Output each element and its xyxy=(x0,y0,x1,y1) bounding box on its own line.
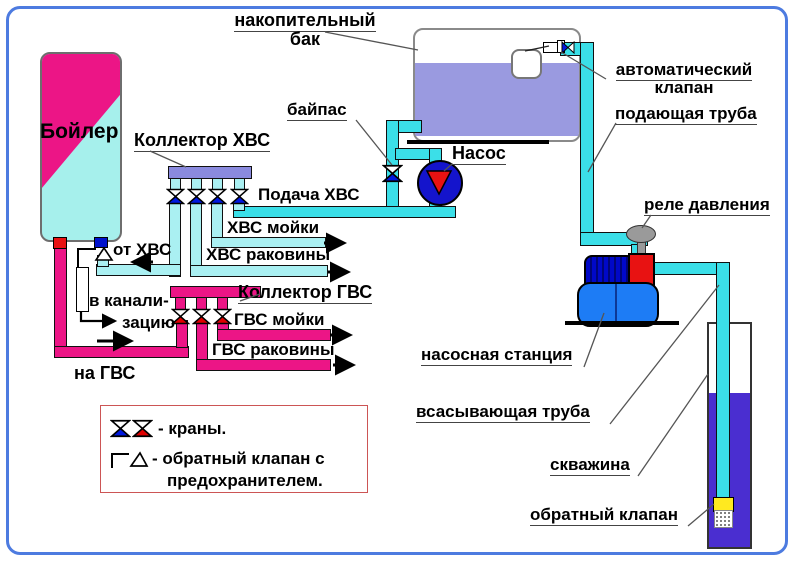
to-sewer-label-line2: зацию xyxy=(122,313,176,332)
hot-valve-2 xyxy=(192,308,211,325)
supply-pipe-label: подающая труба xyxy=(615,104,757,123)
pressure-relay-device xyxy=(626,225,656,243)
cold-collector-label: Коллектор ХВС xyxy=(134,130,271,150)
well-filter xyxy=(714,510,733,528)
legend-tap-red-icon xyxy=(132,419,153,438)
bypass-label: байпас xyxy=(287,100,347,119)
pipe-suction-vertical xyxy=(716,262,730,499)
cold-supply-label: Подача ХВС xyxy=(258,185,360,204)
pipe-boiler-hot-vertical xyxy=(54,247,67,358)
station-ground-line xyxy=(565,321,679,325)
hot-collector-label: Коллектор ГВС xyxy=(238,282,373,302)
legend-check-label-line2: предохранителем. xyxy=(167,471,323,490)
legend-check-label-line1: - обратный клапан с xyxy=(152,449,325,468)
cold-valve-2 xyxy=(187,188,206,205)
cold-sinks-label: ХВС мойки xyxy=(227,218,320,237)
pressure-relay-label: реле давления xyxy=(644,195,770,214)
cold-basins-label: ХВС раковины xyxy=(206,245,331,264)
cold-valve-3 xyxy=(208,188,227,205)
storage-tank-label: накопительный бак xyxy=(234,10,376,49)
cold-valve-1 xyxy=(166,188,185,205)
pipe-to-hot-horizontal xyxy=(54,346,189,358)
check-valve-label: обратный клапан xyxy=(530,505,678,524)
to-sewer-label-line1: в канали- xyxy=(89,291,169,310)
safety-check-valve-icon xyxy=(94,246,114,262)
bypass-valve xyxy=(382,164,403,183)
legend-check-bracket-v xyxy=(111,453,113,468)
station-tank-divider xyxy=(615,284,617,321)
hot-valve-3 xyxy=(213,308,232,325)
auto-valve-label: автоматический клапан xyxy=(615,60,753,97)
pipe-tank-outlet xyxy=(397,120,422,133)
pump-impeller-icon xyxy=(424,167,454,197)
pipe-cold-supply xyxy=(233,206,456,218)
hot-basins-label: ГВС раковины xyxy=(212,340,335,359)
from-cold-label: от ХВС xyxy=(113,240,172,259)
boiler-label: Бойлер xyxy=(40,120,119,143)
legend-taps-label: - краны. xyxy=(158,419,227,438)
safety-valve-bracket-h xyxy=(77,248,96,250)
drain-pipe xyxy=(76,267,89,312)
pump-label: Насос xyxy=(452,143,506,163)
cold-valve-4 xyxy=(230,188,249,205)
pump-station-label: насосная станция xyxy=(421,345,573,364)
auto-valve-body xyxy=(543,42,558,53)
storage-tank-water xyxy=(415,63,579,136)
pipe-cold-basins xyxy=(190,265,328,277)
boiler-tank xyxy=(40,52,122,242)
boiler-hot-zone xyxy=(42,54,120,240)
pipe-cold-sinks-down xyxy=(211,202,223,242)
safety-valve-bracket-v xyxy=(77,248,79,268)
legend-tap-blue-icon xyxy=(110,419,131,438)
pipe-feed-vertical xyxy=(580,42,594,244)
hot-sinks-label: ГВС мойки xyxy=(234,310,325,329)
boiler-hot-stub xyxy=(53,237,67,249)
well-label: скважина xyxy=(550,455,630,474)
auto-valve-icon xyxy=(561,41,575,54)
cold-collector-bar xyxy=(168,166,252,179)
float-ball xyxy=(511,49,542,79)
to-hot-label: на ГВС xyxy=(74,363,136,383)
legend-check-bracket-h xyxy=(111,453,129,455)
pipe-hot-basins xyxy=(196,359,331,371)
legend-check-valve-icon xyxy=(128,451,150,468)
suction-pipe-label: всасывающая труба xyxy=(416,402,590,421)
